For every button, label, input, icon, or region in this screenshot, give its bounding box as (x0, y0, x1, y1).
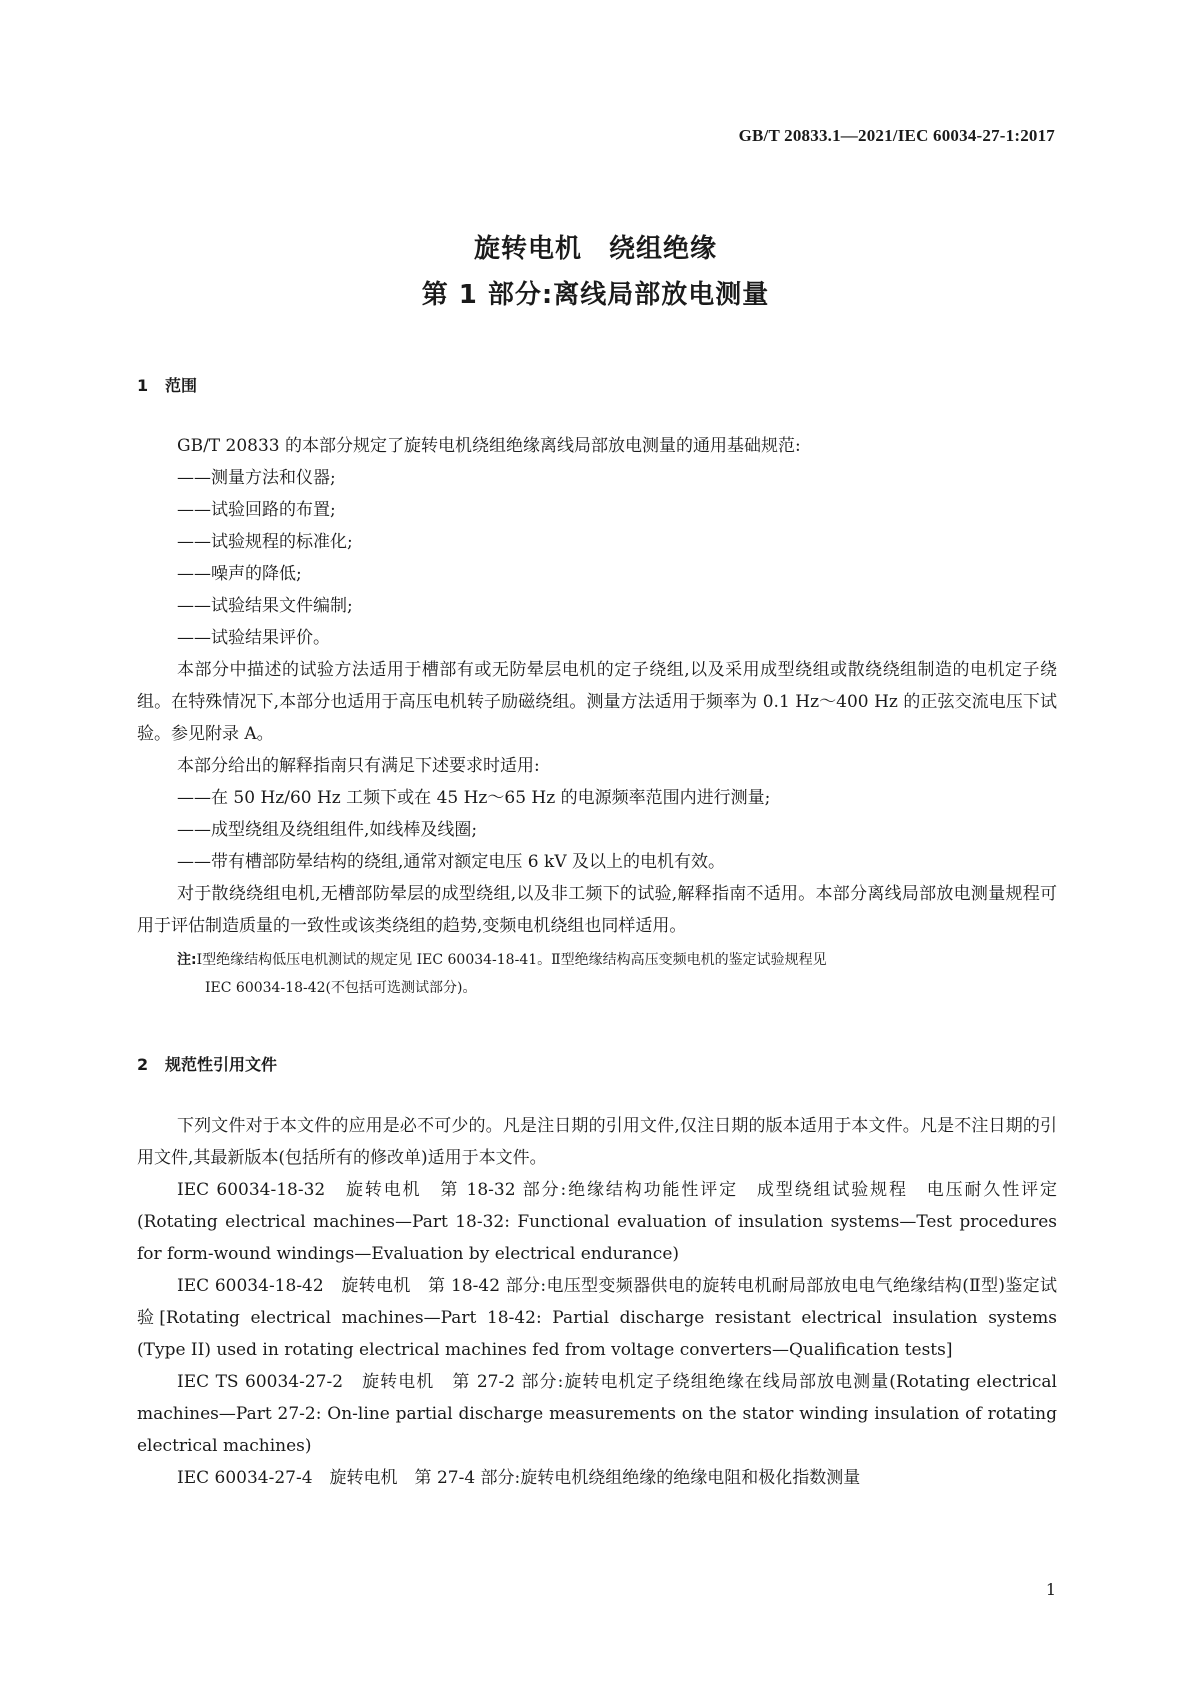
section-1-heading (137, 373, 197, 396)
list-item: ——带有槽部防晕结构的绕组,通常对额定电压 6 kV 及以上的电机有效。 (177, 852, 726, 872)
list-item: ——试验结果评价。 (177, 628, 330, 648)
note-text: Ⅰ型绝缘结构低压电机测试的规定见 IEC 60034-18-41。Ⅱ型绝缘结构高压变频电机的鉴定试验规程见 (196, 952, 827, 968)
section-2-heading (137, 1052, 277, 1075)
note-continuation: IEC 60034-18-42(不包括可选测试部分)。 (205, 980, 477, 996)
list-item: ——试验结果文件编制; (177, 596, 353, 616)
section-number: 1 (137, 376, 149, 395)
list-item: ——试验回路的布置; (177, 500, 336, 520)
section-title: 范围 (165, 376, 198, 395)
page-number: 1 (1045, 1580, 1056, 1599)
scope-intro: GB/T 20833 的本部分规定了旋转电机绕组绝缘离线局部放电测量的通用基础规范: (177, 436, 801, 456)
section-number: 2 (137, 1055, 149, 1074)
standard-code: GB/T 20833.1—2021/IEC 60034-27-1:2017 (738, 126, 1055, 145)
section-title: 规范性引用文件 (165, 1055, 278, 1074)
reference-entry: IEC 60034-27-4 旋转电机 第 27-4 部分:旋转电机绕组绝缘的绝缘电阻和极化指数测量 (177, 1468, 861, 1488)
scope-paragraph: 本部分中描述的试验方法适用于槽部有或无防晕层电机的定子绕组,以及采用成型绕组或散绕绕组制造的电机定子绕组。在特殊情况下,本部分也适用于高压电机转子励磁绕组。测量方法适用于频率为 0.1 Hz～400 Hz 的正弦交流电压下试验。参见附录 A。 (137, 660, 1057, 744)
document-title-line1: 旋转电机 绕组绝缘 (473, 234, 717, 264)
list-item: ——噪声的降低; (177, 564, 302, 584)
reference-entry: IEC 60034-18-42 旋转电机 第 18-42 部分:电压型变频器供电的旋转电机耐局部放电电气绝缘结构(Ⅱ型)鉴定试验[Rotating electrical machines—Part 18-42: Partial discharge resistant electrical insulation systems (Type II) used in rotating electrical machines fed from voltage converters—Qualification tests] (137, 1276, 1057, 1360)
list-item: ——成型绕组及绕组组件,如线棒及线圈; (177, 820, 478, 840)
section-1-body (137, 430, 1057, 1002)
list-item: ——在 50 Hz/60 Hz 工频下或在 45 Hz～65 Hz 的电源频率范围内进行测量; (177, 788, 771, 808)
scope-paragraph: 对于散绕绕组电机,无槽部防晕层的成型绕组,以及非工频下的试验,解释指南不适用。本部分离线局部放电测量规程可用于评估制造质量的一致性或该类绕组的趋势,变频电机绕组也同样适用。 (137, 884, 1057, 936)
note-label: 注: (177, 952, 197, 968)
note (137, 946, 1057, 974)
references-intro: 下列文件对于本文件的应用是必不可少的。凡是注日期的引用文件,仅注日期的版本适用于本文件。凡是不注日期的引用文件,其最新版本(包括所有的修改单)适用于本文件。 (137, 1116, 1057, 1168)
scope-paragraph: 本部分给出的解释指南只有满足下述要求时适用: (177, 756, 540, 776)
list-item: ——试验规程的标准化; (177, 532, 353, 552)
section-2-body (137, 1110, 1057, 1494)
list-item: ——测量方法和仪器; (177, 468, 336, 488)
document-title-line2: 第 1 部分:离线局部放电测量 (421, 280, 770, 310)
reference-entry: IEC 60034-18-32 旋转电机 第 18-32 部分:绝缘结构功能性评定 成型绕组试验规程 电压耐久性评定(Rotating electrical machines—Part 18-32: Functional evaluation of insulation systems—Test procedures for form-wound windings—Evaluation by electrical endurance) (137, 1180, 1057, 1264)
reference-entry: IEC TS 60034-27-2 旋转电机 第 27-2 部分:旋转电机定子绕组绝缘在线局部放电测量(Rotating electrical machines—Part 27-2: On-line partial discharge measurements on the stator winding insulation of rotating electrical machines) (137, 1372, 1057, 1456)
